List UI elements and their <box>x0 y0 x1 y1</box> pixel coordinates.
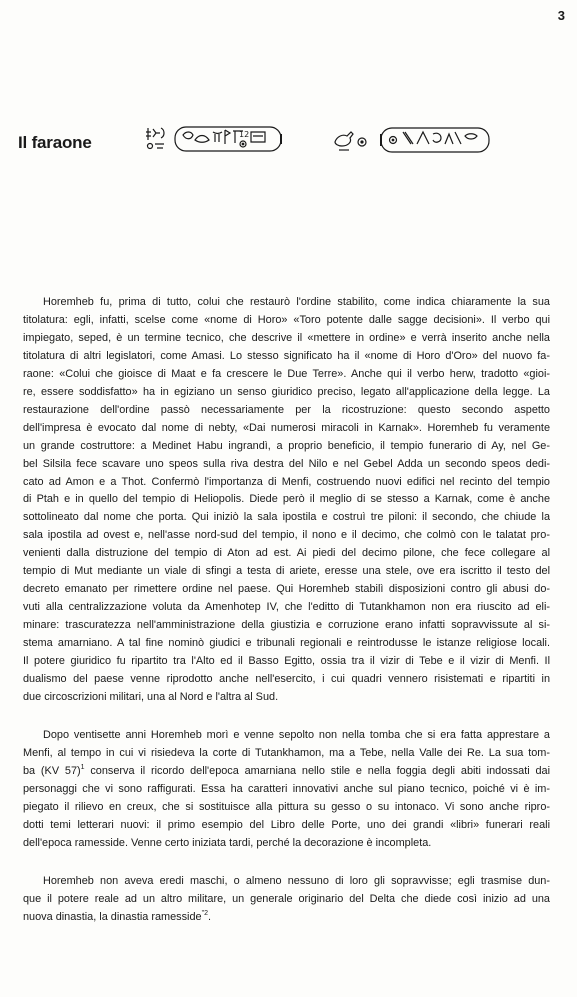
text-line: re, essere soddisfatto» ha in egiziano un senso giuridico preciso, legato all'applicazione della legge. La <box>23 385 550 398</box>
text-fragment: conserva il ricordo dell'epoca amarniana nello stile e nella foggia degli abiti indossati dai <box>84 764 550 777</box>
svg-text:12: 12 <box>239 130 250 139</box>
text-line: titolatura: egli, infatti, scelse come «nome di Horo» «Toro potente dalle sagge decisioni». Il verbo qui <box>23 313 550 326</box>
text-line-with-footnote: nuova dinastia, la dinastia ramesside$^{"2}$. <box>23 909 212 923</box>
body-text <box>23 294 550 926</box>
page-number: 3 <box>557 8 565 23</box>
text-line: sottolineato dal nome che porta. Qui iniziò la sala ipostila e costruì tre piloni: il secondo, che chiude la <box>23 511 550 524</box>
text-line: Horemheb non aveva eredi maschi, o almeno nessuno di loro gli sopravvisse; egli trasmise dun- <box>43 874 550 887</box>
text-line: cato ad Amon e a Thot. Confermò l'importanza di Menfi, costruendo nuovi edifici nel recinto del tempio <box>23 475 550 488</box>
text-line: Dopo ventisette anni Horemheb morì e venne sepolto non nella tomba che si era fatta apprestare a <box>43 728 550 741</box>
text-line: Menfi, al tempo in cui vi risiedeva la corte di Tutankhamon, ma a Tebe, nella Valle dei Re. La sua tom- <box>23 746 550 759</box>
text-line: dualismo del paese venne riprodotto anche nell'esercito, i cui quadri vennero risistemati e ripartiti in <box>23 673 550 686</box>
text-line: un grande costruttore: a Medinet Habu ingrandì, a proprio beneficio, il tempio funerario di Ay, nel Ge- <box>23 439 550 452</box>
text-line: di Ptah e in quello del tempio di Heliopolis. Diede però il meglio di se stesso a Karnak, come è anche <box>23 493 550 506</box>
text-line: raone: «Colui che gioisce di Maat e fa crescere le Due Terre». Anche qui il verbo herw, tradotto «gioi- <box>23 367 550 380</box>
text-line: vuti alla centralizzazione voluta da Amenhotep IV, che l'editto di Tutankhamon non era riuscito ad eli- <box>23 601 550 614</box>
chapter-title: Il faraone <box>18 133 92 152</box>
text-line: bel Silsila fece scavare uno speos sulla riva destra del Nilo e nel Gebel Adda un secondo speos dedi- <box>23 457 550 470</box>
hieroglyph-cartouche-1-icon <box>145 124 285 156</box>
text-fragment: ba (KV 57) <box>23 764 81 777</box>
text-line: restaurazione dell'ordine passò necessariamente per la ricostruzione: questo secondo aspetto <box>23 403 550 416</box>
hieroglyph-cartouche-2-icon <box>333 124 493 156</box>
text-line: personaggi che vi sono raffigurati. Essa ha caratteri innovativi anche sul piano tecnico, poiché vi è im- <box>23 782 550 795</box>
paragraph-3 <box>23 873 550 927</box>
paragraph-1 <box>23 294 550 707</box>
text-line: dotti temi letterari nuovi: il primo esempio del Libro delle Porte, uno dei grandi «libri» funerari reali <box>23 818 550 831</box>
footnote-marker-1: 1 <box>80 763 85 771</box>
text-line: que il potere reale ad un altro militare, un generale originario del Delta che diede così inizio ad una <box>23 892 550 905</box>
footnote-marker-2: "2 <box>201 909 208 917</box>
text-line: minare: trascuratezza nell'amministrazione della giustizia e corruzione erano infatti sopravvissute al si- <box>23 619 550 632</box>
text-line: piegato il rilievo en creux, che si sostituisce alla pittura su gesso o su intonaco. Vi sono anche ripro- <box>23 800 550 813</box>
text-line: due circoscrizioni militari, una al Nord e l'altra al Sud. <box>23 690 279 703</box>
text-line: Horemheb fu, prima di tutto, colui che restaurò l'ordine stabilito, come indica chiaramente la sua <box>43 296 550 308</box>
text-line: dell'impresa è evocato dal nome di nebty, «Dai numerosi miracoli in Karnak». Horemheb fu veramente <box>23 421 550 434</box>
text-line: venienti dalla distruzione del tempio di Aton ad est. Ai piedi del decimo pilone, che fece collegare al <box>23 547 550 560</box>
text-line: impiegato, seped, è un termine tecnico, che descrive il «mettere in ordine» e verrà inserito anche nella <box>23 331 550 344</box>
text-line-with-footnote <box>23 763 550 781</box>
text-line: sala ipostila ad ovest e, nell'asse nord-sud del tempio, il nono e il decimo, che colmò con le talatat pro- <box>23 529 550 542</box>
paragraph-2 <box>23 727 550 853</box>
text-line: dell'epoca ramesside. Venne certo iniziata tardi, perché la decorazione è incompleta. <box>23 836 432 849</box>
text-line: tempio di Mut mediante un viale di sfingi a testa di ariete, eresse una stele, ove era iscritto il testo del <box>23 565 550 578</box>
text-fragment: nuova dinastia, la dinastia ramesside <box>23 910 202 923</box>
text-line: decreto emanato per rimettere ordine nel paese. Qui Horemheb stabilì disposizioni contro gli abusi do- <box>23 583 550 596</box>
text-line: stema amarniano. A tal fine nominò giudici e tribunali regionali e reintrodusse le istanze religiose locali. <box>23 637 550 650</box>
text-line: titolatura di altri legislatori, come Amasi. Lo stesso significato ha il «nome di Horo d'Oro» del nuovo fa- <box>23 349 550 362</box>
text-line: Il potere giuridico fu ripartito tra l'Alto ed il Basso Egitto, ossia tra il vizir di Tebe e il vizir di Menfi. Il <box>23 655 550 668</box>
